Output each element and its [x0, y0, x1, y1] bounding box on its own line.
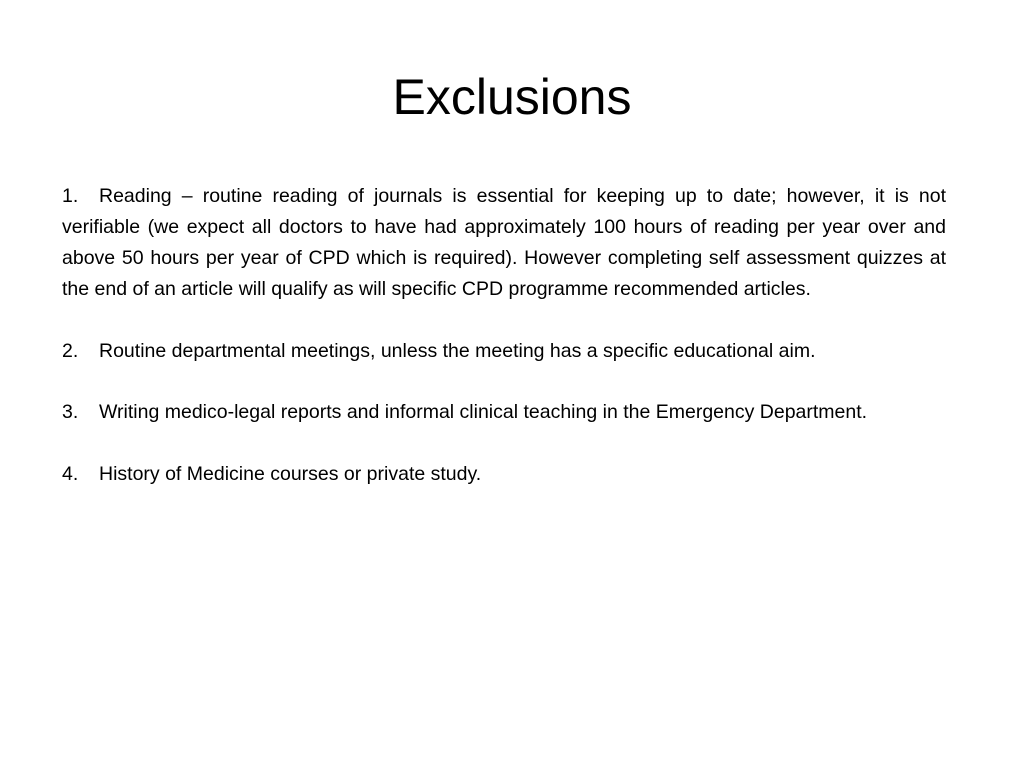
- list-item-number: 2.: [62, 340, 79, 362]
- list-item: [62, 459, 946, 489]
- slide-title: Exclusions: [392, 69, 632, 125]
- list-item-text: Writing medico-legal reports and informal clinical teaching in the Emergency Department.: [99, 401, 868, 423]
- list-item-text: Reading – routine reading of journals is essential for keeping up to date; however, it is not verifiable (we expect all doctors to have had approximately 100 hours of reading per year over and above 50 hours per year of CPD which is required). However completing self assessment quizzes at the end of an article will qualify as will specific CPD programme recommended articles.: [62, 185, 946, 300]
- list-item-number: 4.: [62, 463, 79, 485]
- list-item-number: 1.: [62, 185, 79, 207]
- list-item-text: Routine departmental meetings, unless the meeting has a specific educational aim.: [99, 340, 816, 362]
- list-item-text: History of Medicine courses or private study.: [99, 463, 482, 485]
- exclusions-list: [62, 181, 946, 489]
- list-item-number: 3.: [62, 401, 79, 423]
- list-item: [62, 339, 829, 364]
- list-item: [62, 181, 946, 305]
- list-item: [62, 397, 946, 427]
